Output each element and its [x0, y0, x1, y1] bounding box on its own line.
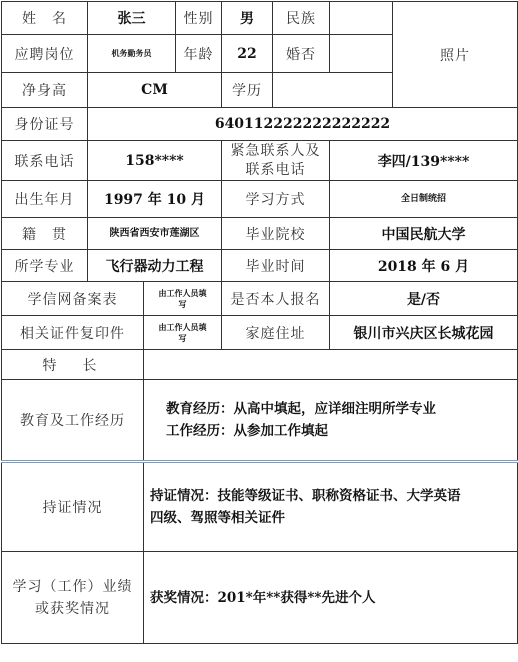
position-label: 应聘岗位 [2, 35, 88, 73]
page-bottom-edge [0, 652, 518, 662]
emergency-value[interactable]: 李四/139**** [330, 141, 518, 181]
gender-value[interactable]: 男 [222, 2, 273, 35]
certs-label: 持证情况 [2, 462, 144, 552]
awards-label [2, 552, 144, 644]
certs-value[interactable] [144, 462, 518, 552]
photo-box[interactable]: 照片 [393, 2, 518, 108]
grad-time-label: 毕业时间 [222, 250, 330, 282]
cert-copy-label: 相关证件复印件 [2, 316, 144, 350]
id-value[interactable]: 640112222222222222 [88, 108, 518, 141]
certs-line-1: 持证情况：技能等级证书、职称资格证书、大学英语 [150, 488, 461, 504]
phone-label: 联系电话 [2, 141, 88, 181]
xuexin-label: 学信网备案表 [2, 282, 144, 316]
major-value[interactable]: 飞行器动力工程 [88, 250, 222, 282]
native-value[interactable]: 陕西省西安市莲湖区 [88, 218, 222, 250]
gender-label: 性别 [176, 2, 222, 35]
height-value[interactable]: CM [88, 73, 222, 108]
cert-copy-value: 由工作人员填写 [144, 316, 222, 350]
name-value[interactable]: 张三 [88, 2, 176, 35]
education-label: 学历 [222, 73, 273, 108]
self-apply-label: 是否本人报名 [222, 282, 330, 316]
marital-value[interactable] [330, 35, 393, 73]
experience-line-1: 教育经历：从高中填起，应详细注明所学专业 [166, 401, 436, 417]
certs-line-2: 四级、驾照等相关证件 [150, 510, 285, 526]
education-value[interactable] [273, 73, 393, 108]
awards-label-line-1: 学习（工作）业绩 [12, 578, 133, 595]
birth-label: 出生年月 [2, 181, 88, 218]
experience-label: 教育及工作经历 [2, 380, 144, 462]
application-form [1, 1, 518, 644]
id-label: 身份证号 [2, 108, 88, 141]
school-label: 毕业院校 [222, 218, 330, 250]
grad-time-value[interactable]: 2018 年 6 月 [330, 250, 518, 282]
marital-label: 婚否 [273, 35, 330, 73]
study-mode-label: 学习方式 [222, 181, 330, 218]
awards-label-line-2: 或获奖情况 [35, 600, 110, 617]
experience-value[interactable] [144, 380, 518, 462]
awards-value[interactable]: 获奖情况：201*年**获得**先进个人 [144, 552, 518, 644]
xuexin-value: 由工作人员填写 [144, 282, 222, 316]
address-label: 家庭住址 [222, 316, 330, 350]
height-label: 净身高 [2, 73, 88, 108]
specialty-label: 特 长 [2, 350, 144, 380]
self-apply-value[interactable]: 是/否 [330, 282, 518, 316]
emergency-label: 紧急联系人及联系电话 [222, 141, 330, 181]
specialty-value[interactable] [144, 350, 518, 380]
position-value[interactable]: 机务勤务员 [88, 35, 176, 73]
school-value[interactable]: 中国民航大学 [330, 218, 518, 250]
birth-value[interactable]: 1997 年 10 月 [88, 181, 222, 218]
name-label: 姓 名 [2, 2, 88, 35]
experience-line-2: 工作经历：从参加工作填起 [166, 423, 328, 439]
age-value[interactable]: 22 [222, 35, 273, 73]
age-label: 年龄 [176, 35, 222, 73]
phone-value[interactable]: 158**** [88, 141, 222, 181]
ethnicity-label: 民族 [273, 2, 330, 35]
native-label: 籍 贯 [2, 218, 88, 250]
study-mode-value[interactable]: 全日制统招 [330, 181, 518, 218]
major-label: 所学专业 [2, 250, 88, 282]
address-value[interactable]: 银川市兴庆区长城花园 [330, 316, 518, 350]
ethnicity-value[interactable] [330, 2, 393, 35]
